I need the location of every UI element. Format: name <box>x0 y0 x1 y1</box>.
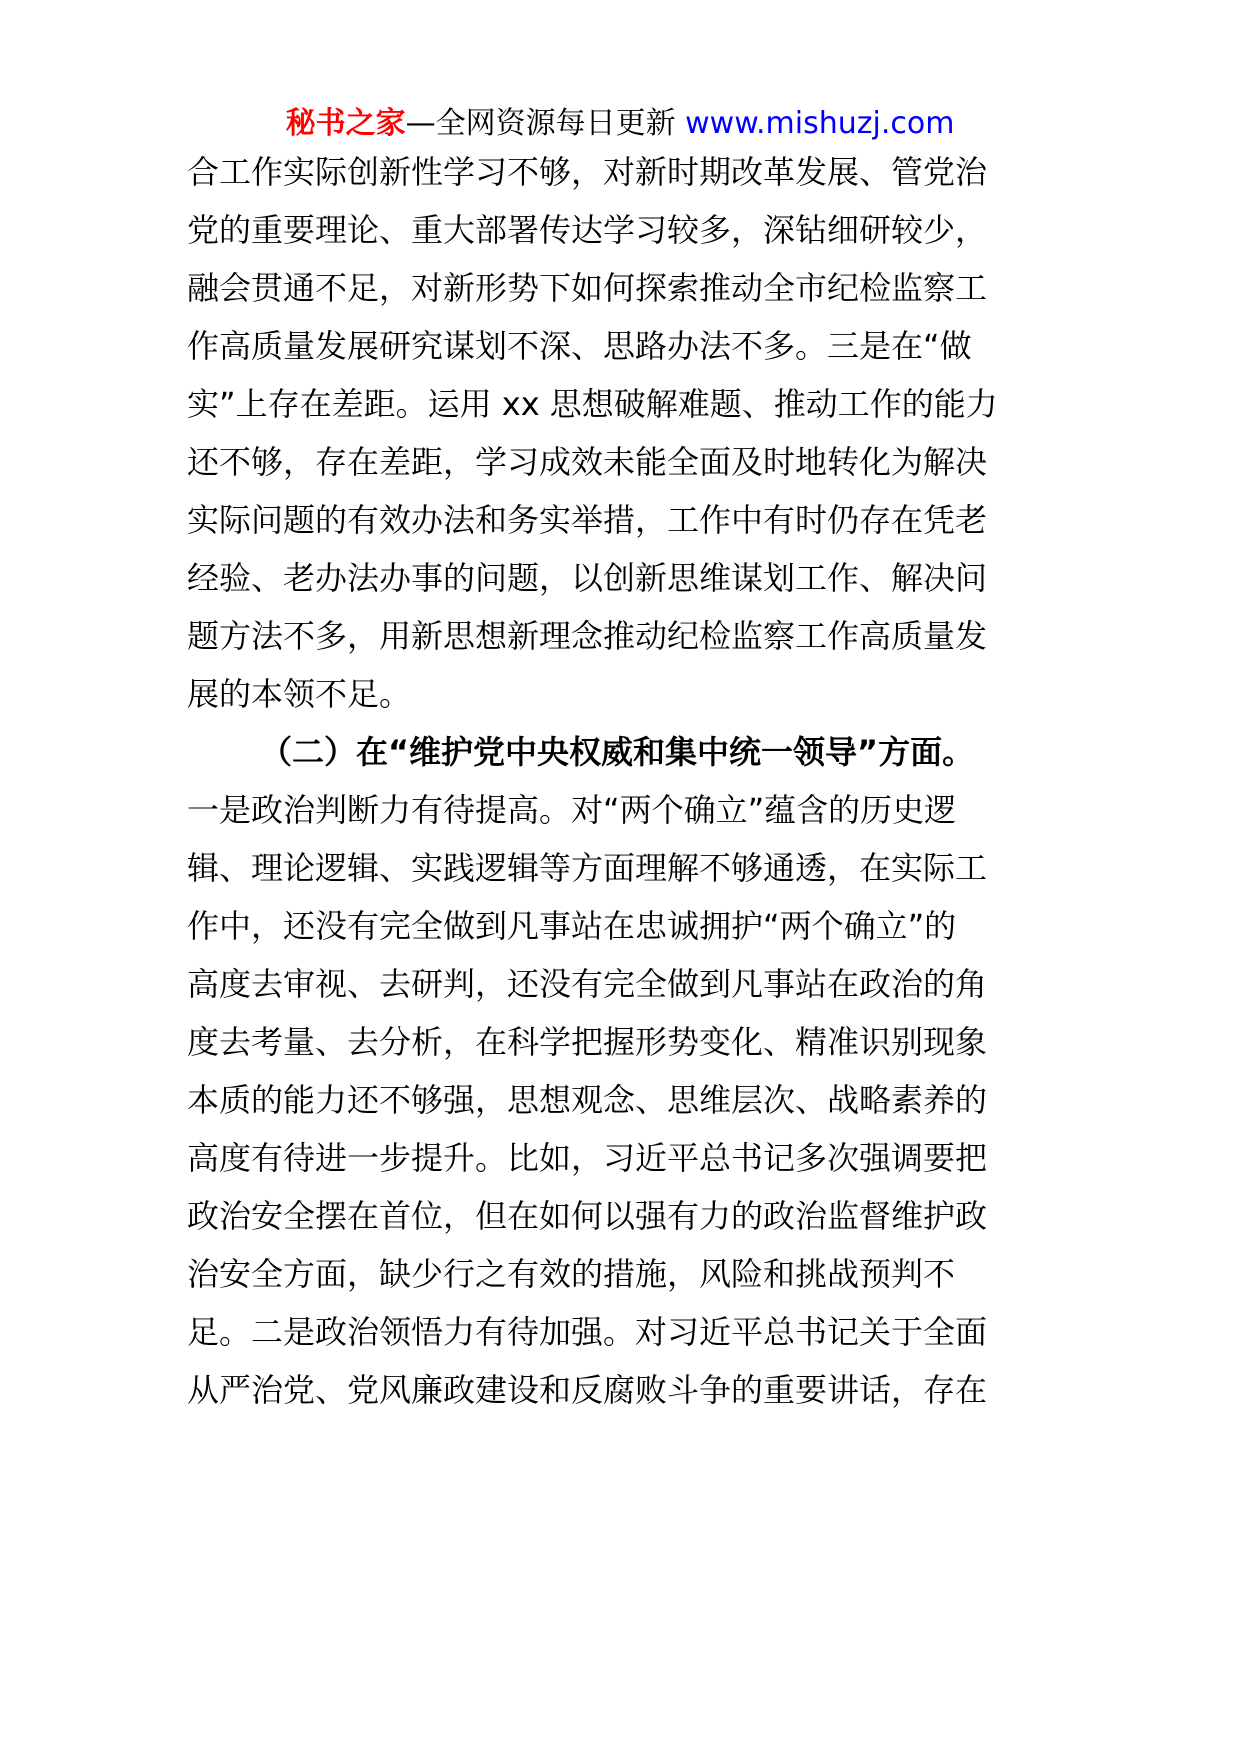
text-line: 度去考量、去分析，在科学把握形势变化、精准识别现象 <box>187 1023 988 1061</box>
text-line: 展的本领不足。 <box>187 675 412 713</box>
section-heading: （二）在“维护党中央权威和集中统一领导”方面。 <box>260 733 975 771</box>
text-line: 高度去审视、去研判，还没有完全做到凡事站在政治的角 <box>187 965 988 1003</box>
text-line: 经验、老办法办事的问题，以创新思维谋划工作、解决问 <box>187 559 988 597</box>
text-line: 政治安全摆在首位，但在如何以强有力的政治监督维护政 <box>187 1197 988 1235</box>
text-line: 辑、理论逻辑、实践逻辑等方面理解不够通透，在实际工 <box>187 849 988 887</box>
text-line: 高度有待进一步提升。比如，习近平总书记多次强调要把 <box>187 1139 988 1177</box>
header-brand: 秘书之家 <box>285 106 406 141</box>
text-line: 合工作实际创新性学习不够，对新时期改革发展、管党治 <box>187 153 988 191</box>
text-line: 作高质量发展研究谋划不深、思路办法不多。三是在“做 <box>187 327 972 365</box>
text-line: 本质的能力还不够强，思想观念、思维层次、战略素养的 <box>187 1081 988 1119</box>
text-line: 一是政治判断力有待提高。对“两个确立”蕴含的历史逻 <box>187 791 957 829</box>
text-line: 作中，还没有完全做到凡事站在忠诚拥护“两个确立”的 <box>187 907 957 945</box>
text-line: 题方法不多，用新思想新理念推动纪检监察工作高质量发 <box>187 617 988 655</box>
text-line: 还不够，存在差距，学习成效未能全面及时地转化为解决 <box>187 443 988 481</box>
text-line: 党的重要理论、重大部署传达学习较多，深钻细研较少， <box>187 211 988 249</box>
text-line: 从严治党、党风廉政建设和反腐败斗争的重要讲话，存在 <box>187 1371 988 1409</box>
text-line: 融会贯通不足，对新形势下如何探索推动全市纪检监察工 <box>187 269 988 307</box>
text-line: 治安全方面，缺少行之有效的措施，风险和挑战预判不 <box>187 1255 956 1293</box>
text-line: 实际问题的有效办法和务实举措，工作中有时仍存在凭老 <box>187 501 988 539</box>
text-line: 实”上存在差距。运用 xx 思想破解难题、推动工作的能力 <box>187 385 998 423</box>
watermark-header <box>0 100 1240 148</box>
text-line: 足。二是政治领悟力有待加强。对习近平总书记关于全面 <box>187 1313 988 1351</box>
header-url[interactable]: www.mishuzj.com <box>685 106 955 141</box>
header-slogan: —全网资源每日更新 <box>405 106 686 141</box>
